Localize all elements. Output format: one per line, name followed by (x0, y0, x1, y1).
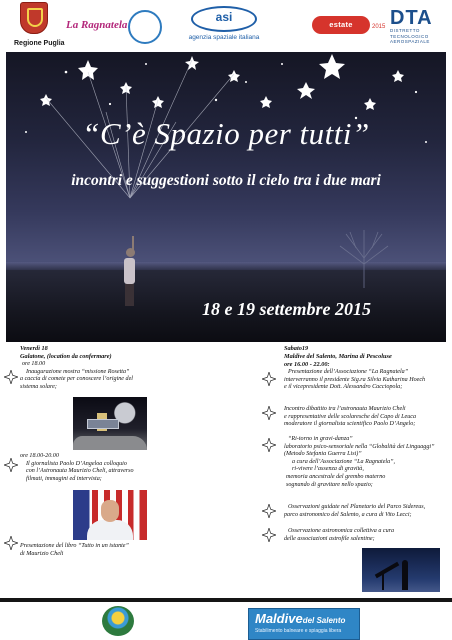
friday-e1-time: ore 18.00 (22, 361, 46, 367)
saturday-event-2 (284, 406, 452, 429)
dot-star (245, 81, 247, 83)
saturday-e2-line3: moderatore il giornalista scientifico Paolo D’Angelo; (284, 421, 416, 428)
saturday-e5-line1: Osservazione astronomica collettiva a cura (288, 528, 395, 534)
dot-star (145, 63, 147, 65)
friday-e1-line3: sistema solare; (20, 383, 57, 390)
saturday-e2-line2: e rappresentative delle scolaresche del Capo di Leuca (284, 413, 417, 420)
saturday-event-4 (284, 504, 452, 519)
friday-place: Galatone, (location da confermare) (20, 353, 112, 360)
poster-title: “C’è Spazio per tutti” (82, 116, 370, 151)
night-sky-banner (6, 52, 446, 342)
footer-divider (0, 598, 452, 602)
asi-orbit-icon (191, 6, 257, 32)
saturday-e3-line3: (Metodo Stefania Guerra Lisi)” (284, 451, 362, 458)
saturday-e1-line1: Presentazione dell’Associazione “La Ragnatela” (288, 369, 409, 375)
dta-caption: DISTRETTO TECNOLOGICO AEROSPAZIALE (390, 28, 430, 44)
star-icon (392, 70, 404, 82)
dta-logo (390, 8, 446, 48)
saturday-day: Sabato19 (284, 345, 309, 352)
astrofile-association-logo (102, 606, 134, 636)
bullet-star-icon (4, 458, 18, 472)
friday-e3-line2: di Maurizio Cheli (20, 550, 64, 557)
maldive-del-salento-logo (248, 608, 360, 640)
saturday-event-5 (284, 528, 452, 543)
star-icon (152, 96, 164, 108)
friday-programme (20, 345, 200, 391)
bullet-star-icon (262, 438, 276, 452)
estate-salentina-logo (312, 16, 386, 47)
estate-salentina-text: estate salentina (312, 16, 370, 34)
star-icon (78, 60, 98, 80)
bullet-star-icon (4, 536, 18, 550)
friday-e2-time: ore 18.00-20.00 (20, 453, 59, 459)
maldive-word: Maldive (255, 611, 303, 626)
saturday-e3-line2: laboratorio psico-sensoriale nella “Globalità dei Linguaggi” (284, 443, 435, 450)
saturday-e5-line2: delle associazioni astrofile salentine; (284, 535, 375, 542)
event-dates: 18 e 19 settembre 2015 (202, 299, 371, 319)
saturday-e3-line5: ri-vivere l’assenza di gravità, (292, 466, 364, 473)
bullet-star-icon (262, 406, 276, 420)
sponsor-logos (0, 0, 452, 52)
la-ragnatela-text: La Ragnatela (66, 19, 128, 31)
astronaut-photo (73, 490, 147, 540)
bullet-star-icon (262, 528, 276, 542)
friday-day: Venerdì 18 (20, 345, 48, 352)
saturday-e2-line1: Incontro dibattito tra l’astronauta Maurizio Cheli (284, 406, 406, 412)
star-icon (260, 96, 272, 108)
maldive-small: del Salento (302, 616, 346, 625)
friday-event-2 (20, 453, 200, 483)
star-icon (364, 98, 376, 110)
friday-e3-line1: Presentazione del libro “Tutto in un istante” (20, 543, 129, 549)
puglia-crest-icon (20, 2, 48, 34)
bare-tree-icon (336, 228, 392, 288)
estate-year: 2015 (372, 24, 386, 30)
star-icon (297, 82, 315, 99)
regione-puglia-caption: Regione Puglia (14, 40, 65, 47)
saturday-programme (284, 345, 452, 392)
dot-star (281, 63, 283, 65)
regione-puglia-logo (14, 2, 65, 47)
friday-e1-line1: Inaugurazione mostra “missione Rosetta” (26, 368, 130, 375)
child-silhouette (124, 248, 136, 312)
asi-logo (180, 6, 268, 50)
friday-e2-line3: filmati, immagini ed intervista; (26, 475, 102, 482)
dot-star (215, 99, 217, 101)
saturday-place: Maldive del Salento, Marina di Pescoluse (284, 353, 392, 360)
friday-e2-line1: Il giornalista Paolo D’Angeloa colloquio (26, 460, 127, 467)
saturday-e3-line1: “Ri-torno in gravi-danza” (288, 436, 353, 442)
la-ragnatela-logo (66, 10, 156, 42)
dta-mark: DTA (390, 7, 433, 29)
bullet-star-icon (4, 370, 18, 384)
dot-star (109, 103, 111, 105)
saturday-e4-line2: parco astronomico del Salento, a cura di Vito Lecci; (284, 511, 412, 518)
saturday-e3-line7: sognando di gravitare nello spazio; (286, 481, 373, 488)
asi-caption: agenzia spaziale italiana (188, 34, 260, 41)
saturday-e3-line4: a cura dell’Associazione “La Ragnatela”, (292, 458, 396, 465)
friday-e2-line2: con l’Astronauta Maurizio Cheli, attraverso (26, 468, 134, 475)
friday-event-3 (20, 543, 200, 558)
saturday-time: ore 16.00 - 22.00: (284, 361, 330, 368)
star-icon (319, 54, 345, 79)
asi-mark: asi (215, 10, 233, 24)
star-icon (185, 56, 199, 70)
dot-star (415, 91, 417, 93)
poster-subtitle: incontri e suggestioni sotto il cielo tra i due mari (71, 172, 381, 189)
saturday-e1-line3: e il vicepresidente Dott. Alessandro Cacciopola; (284, 384, 403, 391)
bullet-star-icon (262, 372, 276, 386)
rosetta-mission-photo (73, 397, 147, 450)
dot-star (65, 71, 68, 74)
maldive-tagline: Stabilimento balneare e spiaggia libera (255, 628, 342, 634)
saturday-event-3 (284, 436, 452, 489)
bullet-star-icon (262, 504, 276, 518)
saturday-e1-line2: interverranno il presidente Sig.ra Silvia Katharina Hoech (284, 376, 426, 383)
friday-e1-line2: a caccia di comete per conoscere l’origine del (20, 376, 133, 383)
star-icon (40, 94, 52, 106)
telescope-photo (362, 548, 440, 592)
spider-web-icon (128, 10, 162, 44)
maldive-title (255, 611, 345, 626)
saturday-e3-line6: memoria ancestrale del grembo materno (286, 473, 386, 480)
star-icon (228, 70, 240, 82)
saturday-e4-line1: Osservazioni guidate nel Planetario del Parco Sidereus, (288, 504, 426, 510)
